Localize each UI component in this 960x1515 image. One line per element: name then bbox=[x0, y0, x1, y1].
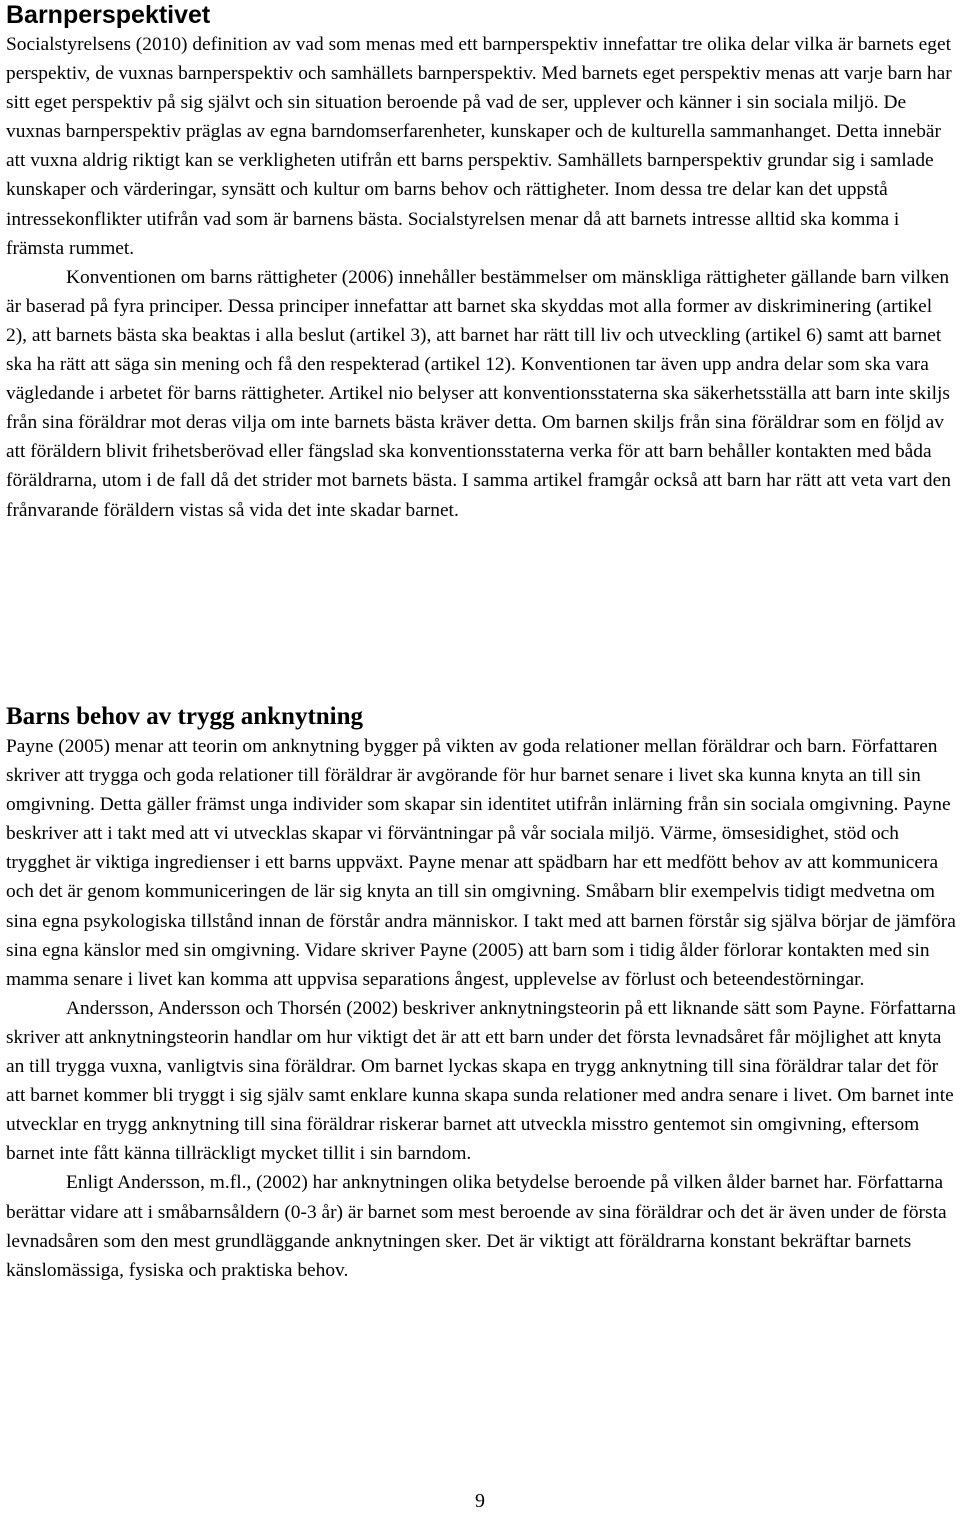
paragraph: Socialstyrelsens (2010) definition av vad som menas med ett barnperspektiv innefattar tre olika delar vilka är barnets eget perspektiv, de vuxnas barnperspektiv och samhällets barnperspektiv. Med barnets eget perspektiv menas att varje barn har sitt eget perspektiv på sig självt och sin situation beroende på vad de ser, upplever och känner i sin sociala miljö. De vuxnas barnperspektiv präglas av egna barndomserfarenheter, kunskaper och de kulturella sammanhanget. Detta innebär att vuxna aldrig riktigt kan se verkligheten utifrån ett barns perspektiv. Samhällets barnperspektiv grundar sig i samlade kunskaper och värderingar, synsätt och kultur om barns behov och rättigheter. Inom dessa tre delar kan det uppstå intressekonflikter utifrån vad som är barnens bästa. Socialstyrelsen menar då att barnets intresse alltid ska komma i främsta rummet. bbox=[6, 34, 952, 259]
section-barnperspektivet bbox=[6, 0, 956, 525]
paragraph: Andersson, Andersson och Thorsén (2002) beskriver anknytningsteorin på ett liknande sätt som Payne. Författarna skriver att anknytningsteorin handlar om hur viktigt det är att ett barn under det första levnadsåret får möjlighet att knyta an till trygga vuxna, vanligtvis sina föräldrar. Om barnet lyckas skapa en trygg anknytning till sina föräldrar talar det för att barnet kommer bli tryggt i sig själv samt enklare kunna skapa sunda relationer med andra senare i livet. Om barnet inte utvecklar en trygg anknytning till sina föräldrar riskerar barnet att utveckla misstro gentemot sin omgivning, eftersom barnet inte fått känna tillräckligt mycket tillit i sin barndom. bbox=[6, 997, 956, 1165]
section-heading: Barns behov av trygg anknytning bbox=[6, 703, 364, 730]
paragraph: Payne (2005) menar att teorin om anknytning bygger på vikten av goda relationer mellan föräldrar och barn. Författaren skriver att trygga och goda relationer till föräldrar är avgörande för hur barnet senare i livet ska kunna knyta an till sin omgivning. Detta gäller främst unga individer som skapar sin identitet utifrån inlärning från sin sociala omgivning. Payne beskriver att i takt med att vi utvecklas skapar vi förväntningar på vår sociala miljö. Värme, ömsesidighet, stöd och trygghet är viktiga ingredienser i ett barns uppväxt. Payne menar att spädbarn har ett medfött behov av att kommunicera och det är genom kommuniceringen de lär sig knyta an till sin omgivning. Småbarn blir exempelvis tidigt medvetna om sina egna psykologiska tillstånd innan de förstår andra människor. I takt med att barnen förstår sig själva börjar de jämföra sina egna känslor med sin omgivning. Vidare skriver Payne (2005) att barn som i tidig ålder förlorar kontakten med sin mamma senare i livet kan komma att uppvisa separations ångest, upplevelse av förlust och beteendestörningar. bbox=[6, 736, 956, 990]
page-number: 9 bbox=[475, 1490, 485, 1512]
paragraph: Konventionen om barns rättigheter (2006) innehåller bestämmelser om mänskliga rättigheter gällande barn vilken är baserad på fyra principer. Dessa principer innefattar att barnet ska skyddas mot alla former av diskriminering (artikel 2), att barnets bästa ska beaktas i alla beslut (artikel 3), att barnet har rätt till liv och utveckling (artikel 6) samt att barnet ska ha rätt att säga sin mening och få den respekterad (artikel 12). Konventionen tar även upp andra delar som ska vara vägledande i arbetet för barns rättigheter. Artikel nio belyser att konventionsstaterna ska säkerhetsställa att barn inte skiljs från sina föräldrar mot deras vilja om inte barnets bästa kräver detta. Om barnen skiljs från sina föräldrar som en följd av att föräldern blivit frihetsberövad eller fängslad ska konventionsstaterna verka för att barn behåller kontakten med båda föräldrarna, utom i de fall då det strider mot barnets bästa. I samma artikel framgår också att barn har rätt att veta vart den frånvarande föräldern vistas så vida det inte skadar barnet. bbox=[6, 266, 951, 521]
paragraph: Enligt Andersson, m.fl., (2002) har anknytningen olika betydelse beroende på vilken ålder barnet har. Författarna berättar vidare att i småbarnsåldern (0-3 år) är barnet som mest beroende av sina föräldrar och det är även under de första levnadsåren som den mest grundläggande anknytningen sker. Det är viktigt att föräldrarna konstant bekräftar barnets känslomässiga, fysiska och praktiska behov. bbox=[6, 1172, 947, 1281]
section-heading: Barnperspektivet bbox=[6, 1, 211, 29]
section-barns-behov bbox=[6, 702, 956, 1285]
